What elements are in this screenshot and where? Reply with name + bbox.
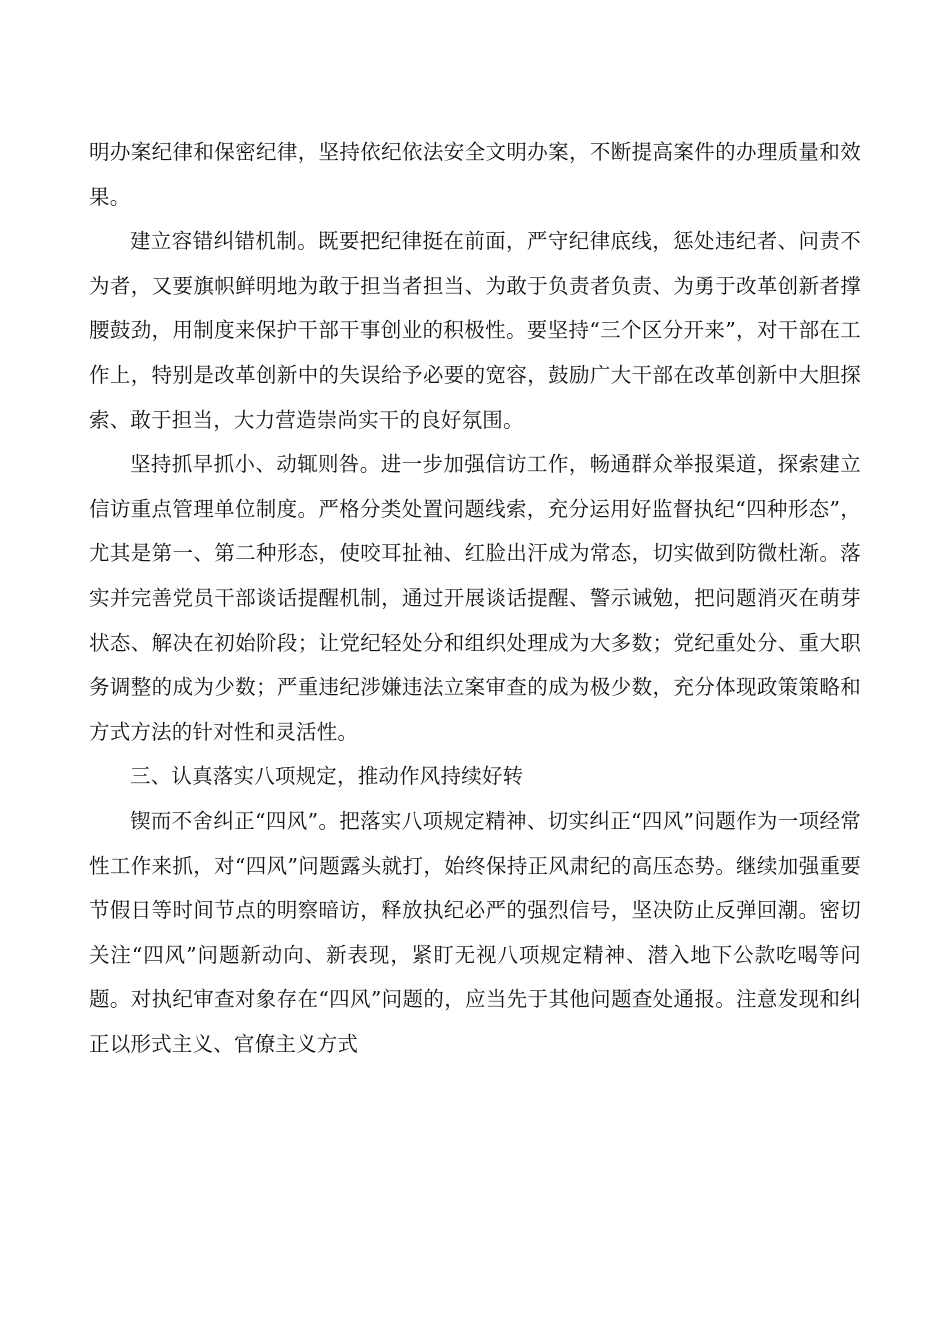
document-body bbox=[89, 130, 861, 1066]
paragraph-fault-tolerance: 建立容错纠错机制。既要把纪律挺在前面，严守纪律底线，惩处违纪者、问责不为者，又要旗帜鲜明地为敢于担当者担当、为敢于负责者负责、为勇于改革创新者撑腰鼓劲，用制度来保护干部干事创业的积极性。要坚持“三个区分开来”，对干部在工作上，特别是改革创新中的失误给予必要的宽容，鼓励广大干部在改革创新中大胆探索、敢于担当，大力营造崇尚实干的良好氛围。 bbox=[89, 229, 861, 432]
section-heading-three: 三、认真落实八项规定，推动作风持续好转 bbox=[130, 764, 524, 789]
paragraph-early-correction: 坚持抓早抓小、动辄则咎。进一步加强信访工作，畅通群众举报渠道，探索建立信访重点管理单位制度。严格分类处置问题线索，充分运用好监督执纪“四种形态”，尤其是第一、第二种形态，使咬耳扯袖、红脸出汗成为常态，切实做到防微杜渐。落实并完善党员干部谈话提醒机制，通过开展谈话提醒、警示诫勉，把问题消灭在萌芽状态、解决在初始阶段；让党纪轻处分和组织处理成为大多数；党纪重处分、重大职务调整的成为少数；严重违纪涉嫌违法立案审查的成为极少数，充分体现政策策略和方式方法的针对性和灵活性。 bbox=[89, 452, 861, 744]
paragraph-four-winds: 锲而不舍纠正“四风”。把落实八项规定精神、切实纠正“四风”问题作为一项经常性工作来抓，对“四风”问题露头就打，始终保持正风肃纪的高压态势。继续加强重要节假日等时间节点的明察暗访，释放执纪必严的强烈信号，坚决防止反弹回潮。密切关注“四风”问题新动向、新表现，紧盯无视八项规定精神、潜入地下公款吃喝等问题。对执纪审查对象存在“四风”问题的，应当先于其他问题查处通报。注意发现和纠正以形式主义、官僚主义方式 bbox=[89, 808, 861, 1056]
paragraph-continuation: 明办案纪律和保密纪律，坚持依纪依法安全文明办案，不断提高案件的办理质量和效果。 bbox=[89, 140, 861, 209]
